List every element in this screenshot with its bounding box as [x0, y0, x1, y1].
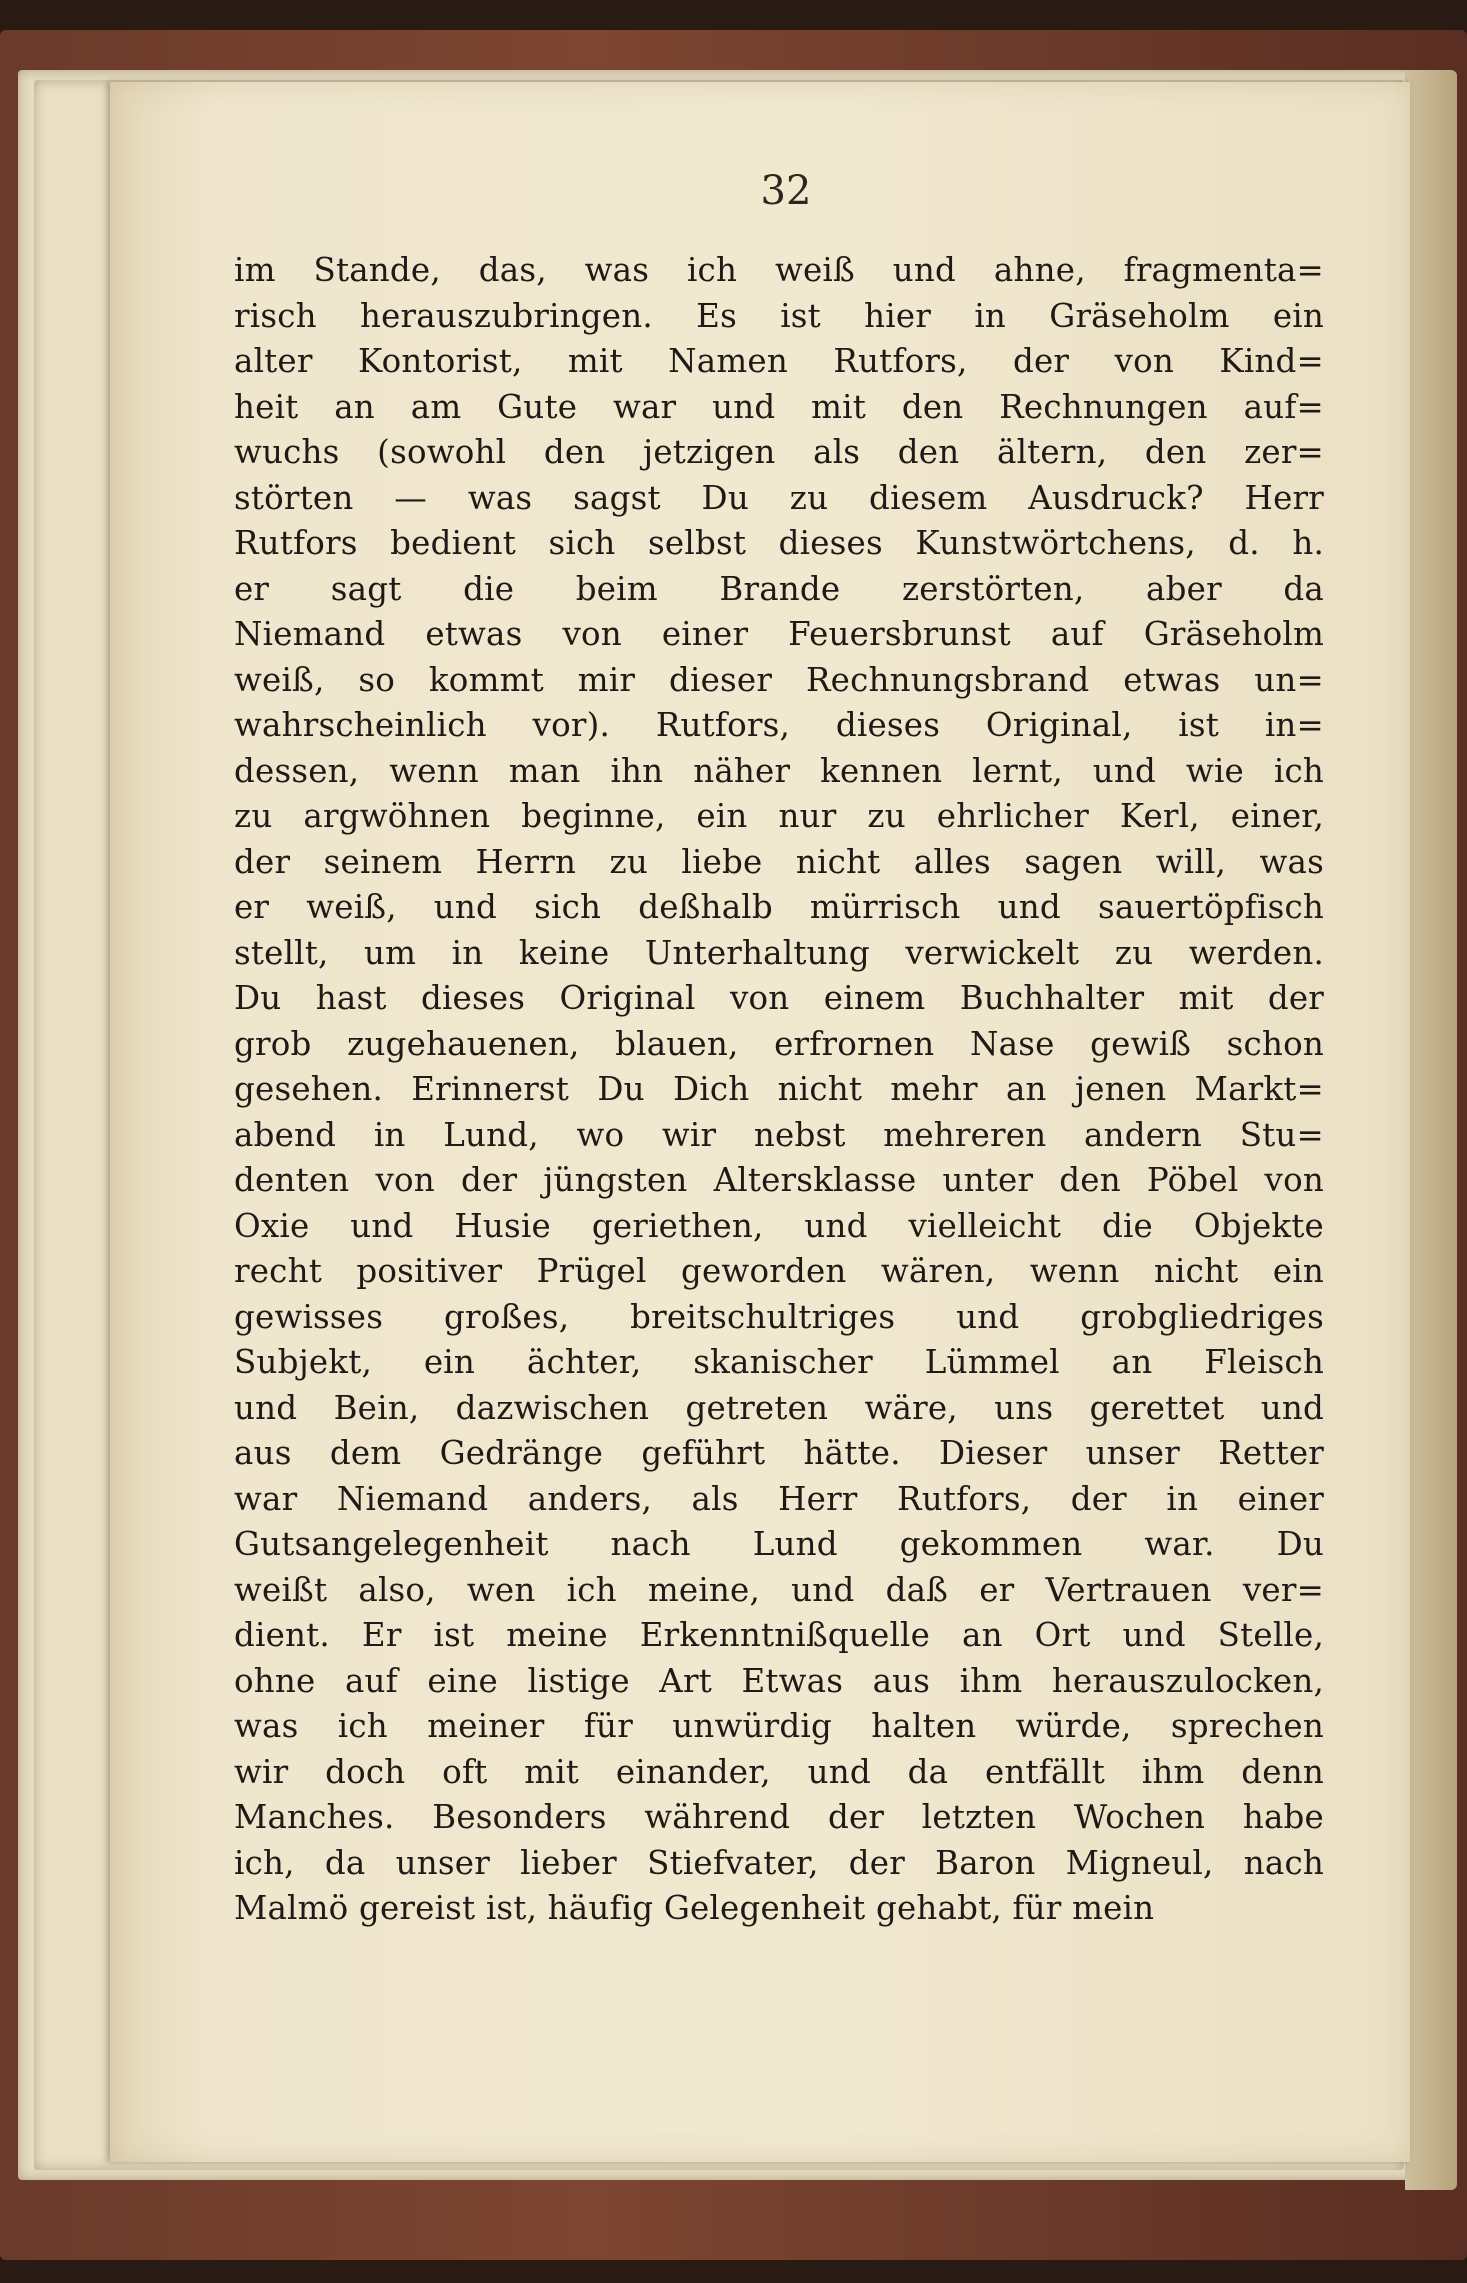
text-line: weiß, so kommt mir dieser Rechnungsbrand etwas un= — [234, 660, 1324, 699]
text-line: der seinem Herrn zu liebe nicht alles sagen will, was — [234, 842, 1324, 881]
text-line: im Stande, das, was ich weiß und ahne, fragmenta= — [234, 251, 1324, 289]
text-line: abend in Lund, wo wir nebst mehreren andern Stu= — [234, 1115, 1324, 1154]
text-line: aus dem Gedränge geführt hätte. Dieser unser Retter — [234, 1434, 1324, 1472]
text-line: Niemand etwas von einer Feuersbrunst auf Gräseholm — [234, 615, 1324, 653]
text-line: alter Kontorist, mit Namen Rutfors, der von Kind= — [234, 342, 1324, 380]
body-text — [234, 248, 1324, 1932]
text-line: dessen, wenn man ihn näher kennen lernt, und wie ich — [234, 751, 1324, 790]
text-line: und Bein, dazwischen getreten wäre, uns gerettet und — [234, 1388, 1324, 1427]
text-line: ich, da unser lieber Stiefvater, der Baron Migneul, nach — [234, 1843, 1324, 1882]
text-line: Rutfors bedient sich selbst dieses Kunstwörtchens, d. h. — [234, 524, 1324, 562]
text-line: denten von der jüngsten Altersklasse unter den Pöbel von — [234, 1161, 1324, 1199]
text-line: Oxie und Husie geriethen, und vielleicht die Objekte — [234, 1206, 1324, 1245]
text-line: stellt, um in keine Unterhaltung verwickelt zu werden. — [234, 933, 1324, 972]
text-line: wahrscheinlich vor). Rutfors, dieses Original, ist in= — [234, 706, 1324, 744]
text-line: dient. Er ist meine Erkenntnißquelle an Ort und Stelle, — [234, 1616, 1324, 1654]
text-line: Subjekt, ein ächter, skanischer Lümmel an Fleisch — [234, 1343, 1324, 1381]
text-line: Gutsangelegenheit nach Lund gekommen war. Du — [234, 1525, 1324, 1563]
text-line: wuchs (sowohl den jetzigen als den ältern, den zer= — [234, 433, 1324, 471]
text-line: heit an am Gute war und mit den Rechnungen auf= — [234, 387, 1324, 426]
text-line: gesehen. Erinnerst Du Dich nicht mehr an jenen Markt= — [234, 1070, 1324, 1108]
text-line: ohne auf eine listige Art Etwas aus ihm herauszulocken, — [234, 1661, 1324, 1700]
text-line: Malmö gereist ist, häufig Gelegenheit gehabt, für mein — [234, 1889, 1155, 1927]
facing-page-edge — [1405, 70, 1457, 2190]
text-line: wir doch oft mit einander, und da entfällt ihm denn — [234, 1752, 1324, 1791]
text-line: Manches. Besonders während der letzten Wochen habe — [234, 1798, 1324, 1836]
text-line: er sagt die beim Brande zerstörten, aber da — [234, 569, 1324, 608]
text-line: zu argwöhnen beginne, ein nur zu ehrlicher Kerl, einer, — [234, 797, 1324, 835]
text-line: störten — was sagst Du zu diesem Ausdruck? Herr — [234, 478, 1324, 517]
text-line: grob zugehauenen, blauen, erfrornen Nase gewiß schon — [234, 1024, 1324, 1063]
text-line: er weiß, und sich deßhalb mürrisch und sauertöpfisch — [234, 888, 1324, 926]
text-line: war Niemand anders, als Herr Rutfors, der in einer — [234, 1479, 1324, 1518]
text-line: weißt also, wen ich meine, und daß er Vertrauen ver= — [234, 1570, 1324, 1609]
text-line: gewisses großes, breitschultriges und grobgliedriges — [234, 1297, 1324, 1336]
text-line: Du hast dieses Original von einem Buchhalter mit der — [234, 979, 1324, 1017]
text-line: was ich meiner für unwürdig halten würde, sprechen — [234, 1707, 1324, 1745]
text-line: recht positiver Prügel geworden wären, wenn nicht ein — [234, 1252, 1324, 1290]
text-line: risch herauszubringen. Es ist hier in Gräseholm ein — [234, 296, 1324, 335]
page-number: 32 — [760, 168, 812, 214]
